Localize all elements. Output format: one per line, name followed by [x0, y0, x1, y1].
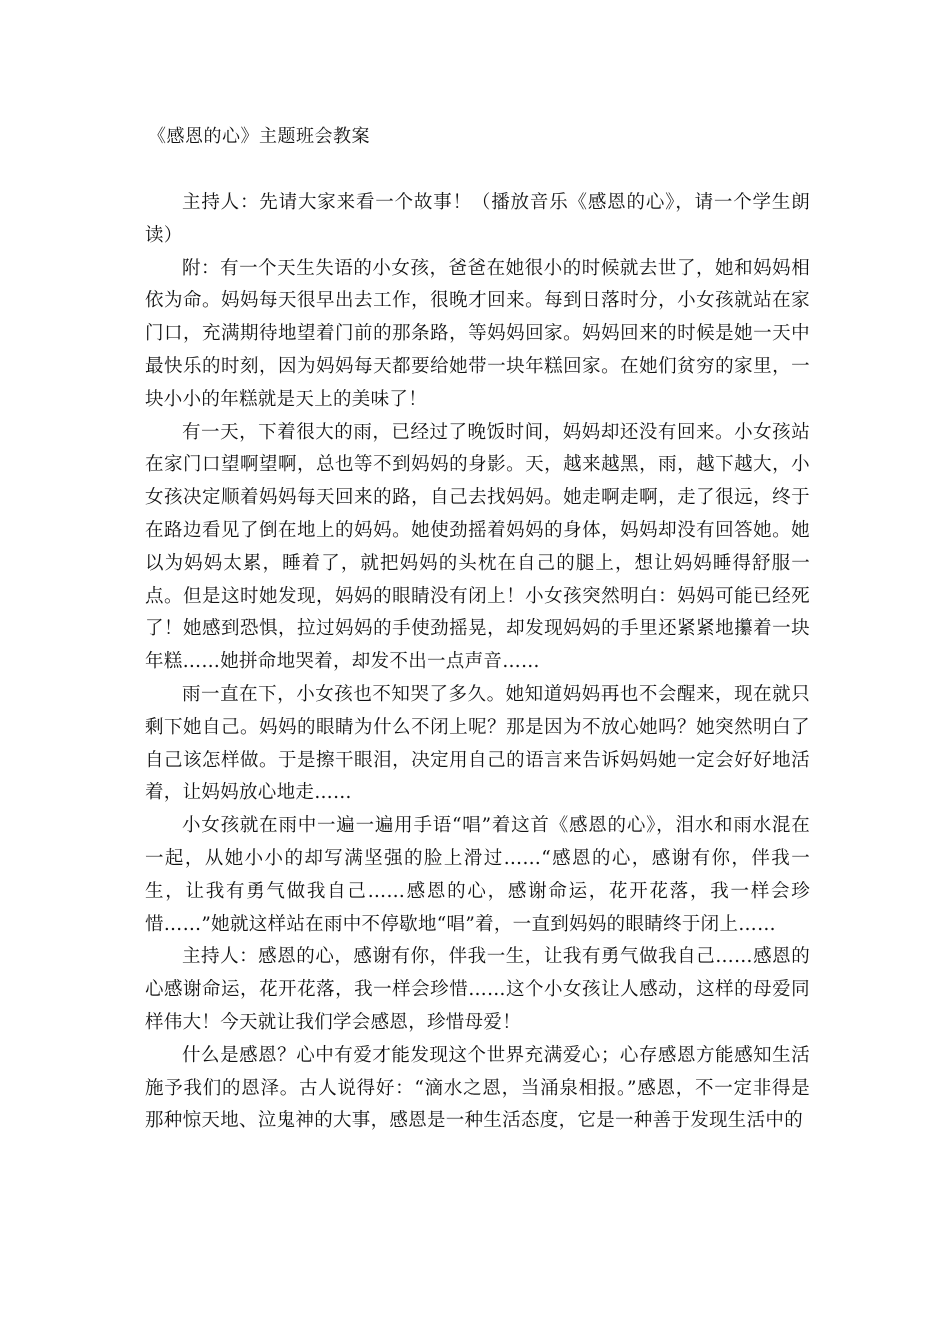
document-body	[145, 187, 810, 1138]
paragraph-host-reflection: 主持人：感恩的心，感谢有你，伴我一生，让我有勇气做我自己……感恩的心感谢命运，花开花落，我一样会珍惜……这个小女孩让人感动，这样的母爱同样伟大！今天就让我们学会感恩，珍惜母爱！	[145, 946, 810, 1033]
paragraph-sign-song: 小女孩就在雨中一遍一遍用手语“唱”着这首《感恩的心》，泪水和雨水混在一起，从她小小的却写满坚强的脸上滑过……“感恩的心，感谢有你，伴我一生，让我有勇气做我自己……感恩的心，感谢命运，花开花落，我一样会珍惜……”她就这样站在雨中不停歇地“唱”着，一直到妈妈的眼睛终于闭上……	[145, 815, 810, 935]
paragraph-rainy-day: 有一天，下着很大的雨，已经过了晚饭时间，妈妈却还没有回来。小女孩站在家门口望啊望啊，总也等不到妈妈的身影。天，越来越黑，雨，越下越大，小女孩决定顺着妈妈每天回来的路，自己去找妈妈。她走啊走啊，走了很远，终于在路边看见了倒在地上的妈妈。她使劲摇着妈妈的身体，妈妈却没有回答她。她以为妈妈太累，睡着了，就把妈妈的头枕在自己的腿上，想让妈妈睡得舒服一点。但是这时她发现，妈妈的眼睛没有闭上！小女孩突然明白：妈妈可能已经死了！她感到恐惧，拉过妈妈的手使劲摇晃，却发现妈妈的手里还紧紧地攥着一块年糕……她拼命地哭着，却发不出一点声音……	[145, 421, 810, 673]
paragraph-alone: 雨一直在下，小女孩也不知哭了多久。她知道妈妈再也不会醒来，现在就只剩下她自己。妈妈的眼睛为什么不闭上呢？那是因为不放心她吗？她突然明白了自己该怎样做。于是擦干眼泪，决定用自己的语言来告诉妈妈她一定会好好地活着，让妈妈放心地走……	[145, 683, 810, 804]
paragraph-host-intro: 主持人：先请大家来看一个故事！（播放音乐《感恩的心》，请一个学生朗读）	[145, 192, 810, 246]
paragraph-gratitude-definition: 什么是感恩？心中有爱才能发现这个世界充满爱心；心存感恩方能感知生活施予我们的恩泽。古人说得好：“滴水之恩，当涌泉相报。”感恩，不一定非得是那种惊天地、泣鬼神的大事，感恩是一种生活态度，它是一种善于发现生活中的	[145, 1044, 810, 1132]
paragraph-story-opening: 附：有一个天生失语的小女孩，爸爸在她很小的时候就去世了，她和妈妈相依为命。妈妈每天很早出去工作，很晚才回来。每到日落时分，小女孩就站在家门口，充满期待地望着门前的那条路，等妈妈回家。妈妈回来的时候是她一天中最快乐的时刻，因为妈妈每天都要给她带一块年糕回家。在她们贫穷的家里，一块小小的年糕就是天上的美味了！	[145, 257, 810, 410]
document-title: 《感恩的心》主题班会教案	[148, 126, 370, 147]
